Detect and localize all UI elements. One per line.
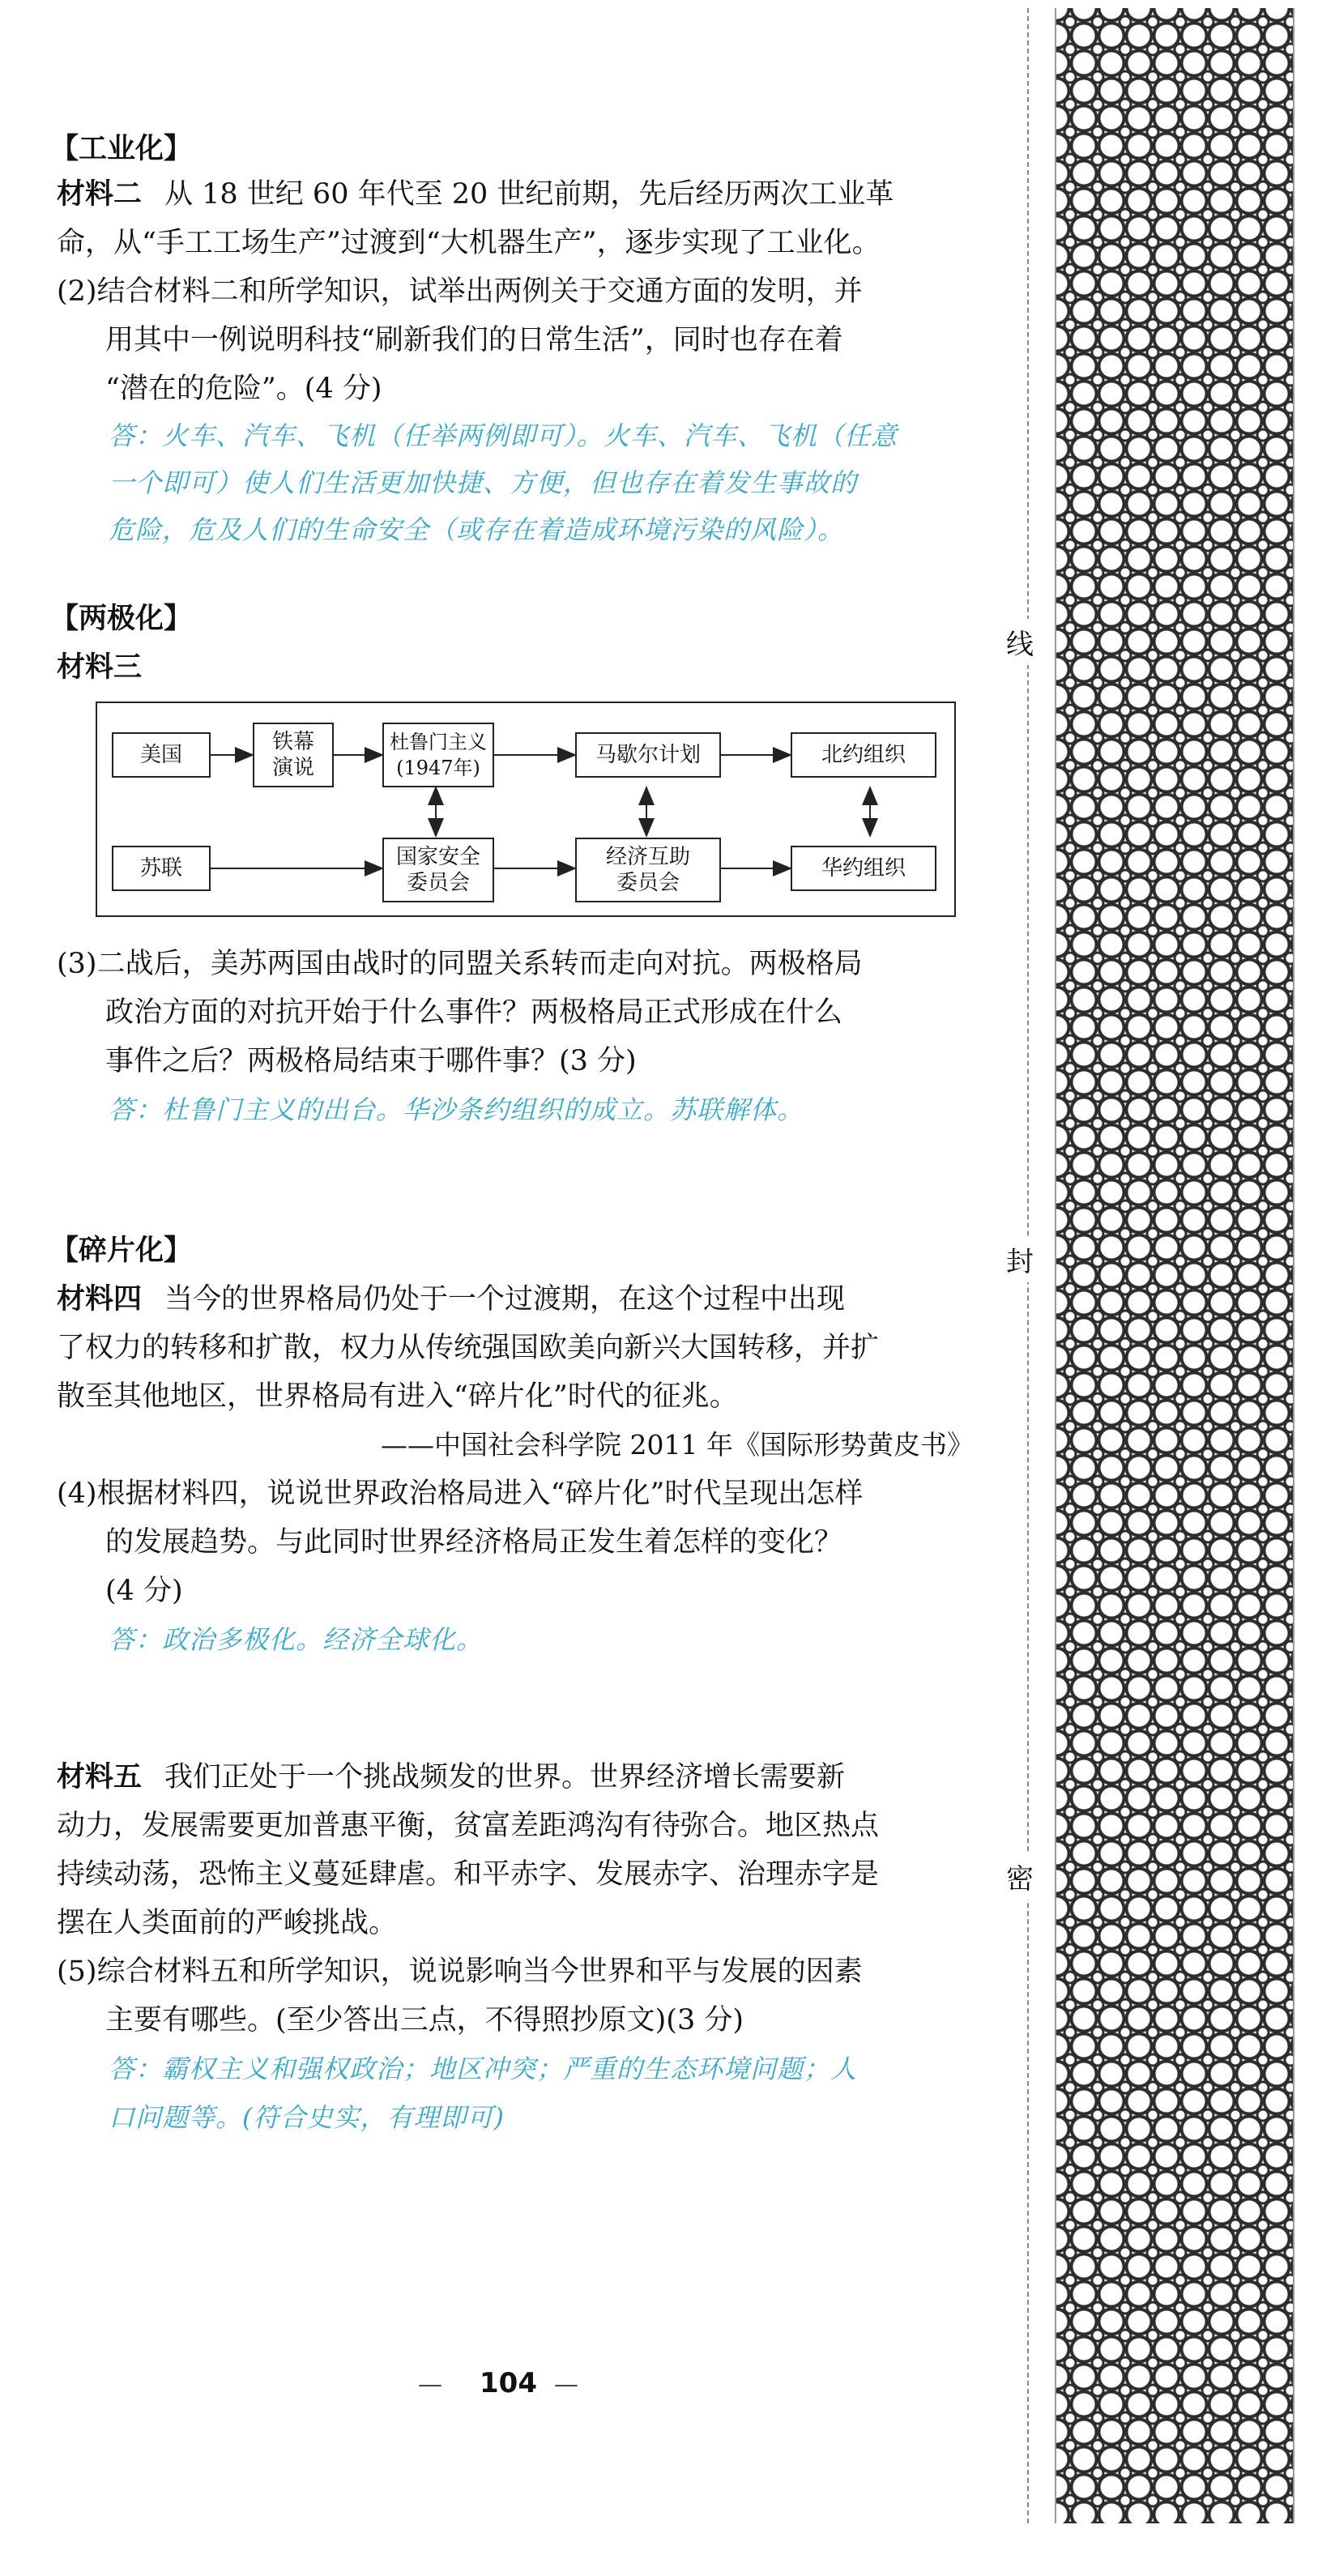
page-number: 104 [480,2367,537,2399]
page-number-dash-right: — [554,2370,578,2399]
answer-2-line-3: 危险，危及人们的生命安全（或存在着造成环境污染的风险）。 [109,514,845,545]
question-4-line-3: (4 分) [105,1575,183,1607]
material-5-text: 我们正处于一个挑战频发的世界。世界经济增长需要新 [164,1761,846,1793]
question-3-line-1: (3)二战后，美苏两国由战时的同盟关系转而走向对抗。两极格局 [57,948,863,980]
box-iron-curtain: 铁幕 演说 [253,723,334,787]
material-5-line-4: 摆在人类面前的严峻挑战。 [57,1907,398,1939]
question-5-line-2: 主要有哪些。(至少答出三点，不得照抄原文)(3 分) [105,2004,744,2036]
material-4-label: 材料四 [57,1283,143,1316]
question-3-line-2: 政治方面的对抗开始于什么事件？两极格局正式形成在什么 [105,996,843,1029]
material-5-line-3: 持续动荡，恐怖主义蔓延肆虐。和平赤字、发展赤字、治理赤字是 [57,1858,880,1891]
material-5-line-1 [57,1758,845,1797]
box-truman-doctrine: 杜鲁门主义 (1947年) [382,723,494,787]
binding-pattern-strip [1055,8,1294,2523]
question-5-line-1: (5)综合材料五和所学知识，说说影响当今世界和平与发展的因素 [57,1955,863,1988]
section-heading-industrialization: 【工业化】 [50,133,193,165]
material-2-label: 材料二 [57,178,143,211]
material-4-text: 当今的世界格局仍处于一个过渡期，在这个过程中出现 [164,1283,846,1316]
binding-char-mi: 密 [1006,1853,1034,1900]
material-3-label: 材料三 [57,651,143,684]
answer-4-line-1: 答：政治多极化。经济全球化。 [109,1624,484,1655]
binding-char-feng: 封 [1006,1236,1034,1282]
section-heading-bipolarization: 【两极化】 [50,603,193,635]
question-2-line-3: “潜在的危险”。(4 分) [105,373,382,405]
box-ussr: 苏联 [112,846,211,891]
question-4-line-1: (4)根据材料四，说说世界政治格局进入“碎片化”时代呈现出怎样 [57,1478,864,1510]
material-2-line-1 [57,175,894,214]
binding-char-xian: 线 [1006,619,1034,665]
material-5-label: 材料五 [57,1761,143,1793]
box-marshall-plan: 马歇尔计划 [575,732,721,778]
material-5-line-2: 动力，发展需要更加普惠平衡，贫富差距鸿沟有待弥合。地区热点 [57,1810,880,1842]
answer-2-line-1: 答：火车、汽车、飞机（任举两例即可）。火车、汽车、飞机（任意 [109,420,898,451]
box-nato: 北约组织 [791,732,936,778]
box-comecon: 经济互助 委员会 [575,838,721,902]
material-4-line-2: 了权力的转移和扩散，权力从传统强国欧美向新兴大国转移，并扩 [57,1332,880,1364]
answer-5-line-2: 口问题等。(符合史实，有理即可) [109,2102,505,2133]
answer-5-line-1: 答：霸权主义和强权政治；地区冲突；严重的生态环境问题；人 [109,2054,858,2084]
material-2-text: 从 18 世纪 60 年代至 20 世纪前期，先后经历两次工业革 [164,178,894,211]
material-4-line-3: 散至其他地区，世界格局有进入“碎片化”时代的征兆。 [57,1380,738,1413]
page-number-dash-left: — [418,2370,442,2399]
section-heading-fragmentation: 【碎片化】 [50,1235,193,1267]
box-usa: 美国 [112,732,211,778]
question-4-line-2: 的发展趋势。与此同时世界经济格局正发生着怎样的变化？ [105,1526,843,1559]
cold-war-diagram [96,702,956,917]
question-2-line-1: (2)结合材料二和所学知识，试举出两例关于交通方面的发明，并 [57,275,863,308]
question-2-line-2: 用其中一例说明科技“刷新我们的日常生活”，同时也存在着 [105,324,843,356]
box-state-security: 国家安全 委员会 [382,838,494,902]
material-4-source: ——中国社会科学院 2011 年《国际形势黄皮书》 [381,1429,974,1461]
material-4-line-1 [57,1280,845,1319]
answer-2-line-2: 一个即可）使人们生活更加快捷、方便，但也存在着发生事故的 [109,467,858,498]
answer-3-line-1: 答：杜鲁门主义的出台。华沙条约组织的成立。苏联解体。 [109,1094,804,1125]
material-2-line-2: 命，从“手工工场生产”过渡到“大机器生产”，逐步实现了工业化。 [57,227,881,259]
box-warsaw-pact: 华约组织 [791,846,936,891]
question-3-line-3: 事件之后？两极格局结束于哪件事？(3 分) [105,1045,637,1077]
